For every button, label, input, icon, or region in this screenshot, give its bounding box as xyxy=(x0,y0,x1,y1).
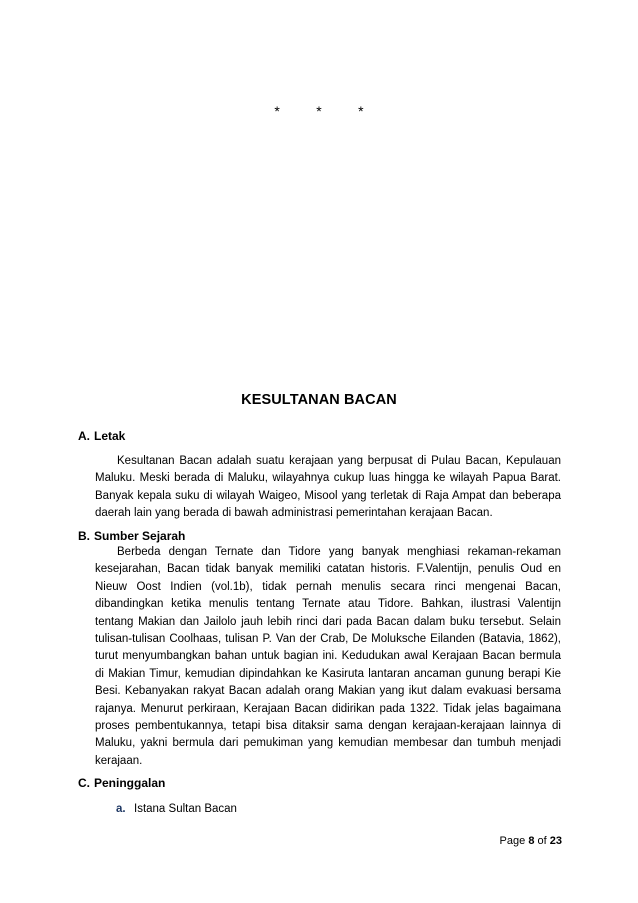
page-number-total: 23 xyxy=(549,835,562,847)
page-number-of: of xyxy=(537,835,547,847)
section-heading-text: Sumber Sejarah xyxy=(94,529,186,543)
section-letter: B. xyxy=(78,529,90,543)
separator-star: * xyxy=(358,103,364,119)
separator-star: * xyxy=(316,103,322,119)
section-paragraph-letak xyxy=(95,453,561,523)
page-number-current: 8 xyxy=(528,835,535,847)
page-number xyxy=(462,834,562,848)
section-heading-peninggalan xyxy=(78,775,165,791)
section-paragraph-sumber-sejarah xyxy=(95,544,561,770)
section-heading-text: Peninggalan xyxy=(94,776,166,790)
paragraph-text: Berbeda dengan Ternate dan Tidore yang banyak menghiasi rekaman-rekaman kesejarahan, Bacan tidak banyak memiliki catatan historis. F.Valentijn, penulis Oud en Nieuw Oost Indien (vol.1b), tidak pernah menulis secara rinci mengenai Bacan, dibandingkan ketika menulis tentang Ternate atau Tidore. Bahkan, ilustrasi Valentijn tentang Makian dan Jailolo jauh lebih rinci dari pada Bacan dalam buku tersebut. Selain tulisan-tulisan Coolhaas, tulisan P. Van der Crab, De Moluksche Eilanden (Batavia, 1862), turut menyumbangkan bahan untuk bagian ini. Kedudukan awal Kerajaan Bacan bermula di Makian Timur, kemudian dipindahkan ke Kasiruta lantaran ancaman gunung berapi Kie Besi. Kebanyakan rakyat Bacan adalah orang Makian yang ikut dalam evakuasi bersama rajanya. Menurut perkiraan, Kerajaan Bacan didirikan pada 1322. Tidak jelas bagaimana proses pembentukannya, tetapi bisa ditaksir sama dengan kerajaan-kerajaan lainnya di Maluku, yakni bermula dari pemukiman yang kemudian membesar dan tumbuh menjadi kerajaan. xyxy=(95,546,561,767)
list-item xyxy=(116,801,237,817)
list-item-label: Istana Sultan Bacan xyxy=(134,803,237,815)
separator-stars xyxy=(0,103,638,119)
section-heading-text: Letak xyxy=(94,429,126,443)
section-heading-sumber-sejarah xyxy=(78,528,185,544)
page-title: KESULTANAN BACAN xyxy=(241,392,397,408)
paragraph-text: Kesultanan Bacan adalah suatu kerajaan yang berpusat di Pulau Bacan, Kepulauan Maluku. Meski berada di Maluku, wilayahnya cukup luas hingga ke wilayah Papua Barat. Banyak kepala suku di wilayah Waigeo, Misool yang terletak di Raja Ampat dan beberapa daerah lain yang berada di bawah administrasi pemerintahan kerajaan Bacan. xyxy=(95,455,561,520)
section-heading-letak xyxy=(78,428,125,444)
section-letter: C. xyxy=(78,776,90,790)
list-item-letter: a. xyxy=(116,803,126,815)
page-number-prefix: Page xyxy=(499,835,526,847)
section-letter: A. xyxy=(78,429,90,443)
separator-star: * xyxy=(274,103,280,119)
